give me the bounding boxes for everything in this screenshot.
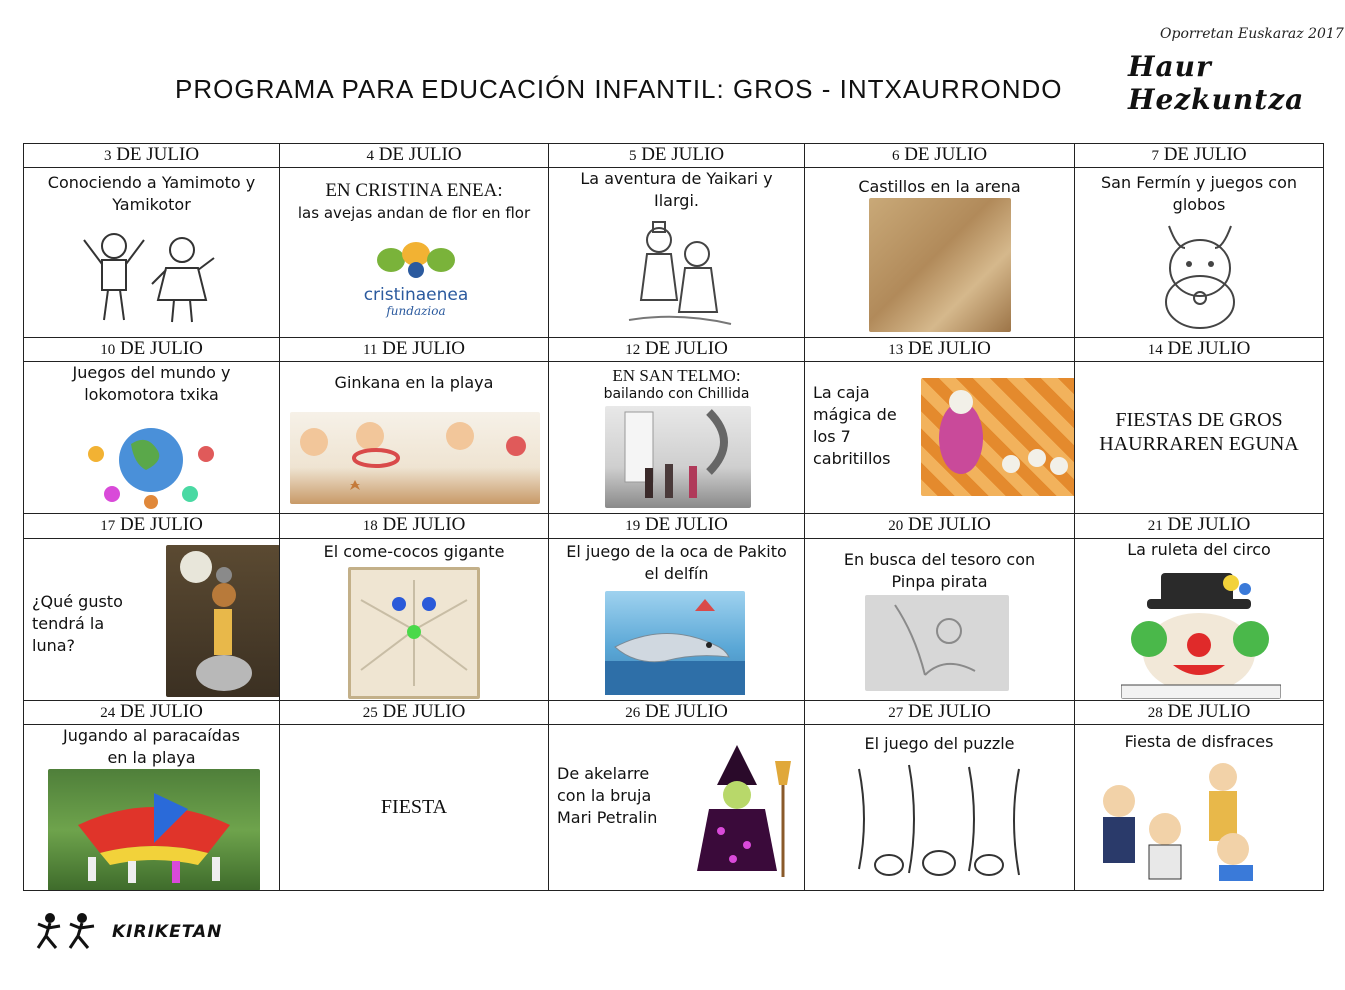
date-header: 5 DE JULIO: [549, 144, 805, 168]
sandcastle-photo: [869, 198, 1011, 332]
world-kids-illustration: [76, 414, 226, 510]
activity-title: EN SAN TELMO:: [612, 366, 741, 386]
activity-cell: [805, 168, 1075, 338]
date-header: 26 DE JULIO: [549, 700, 805, 724]
activity-cell: [805, 362, 1075, 514]
activity-title: Fiesta de disfraces: [1124, 731, 1274, 751]
sculpture-dance-photo: [605, 406, 751, 508]
cristinaenea-logo: cristinaenea fundazioa: [346, 242, 486, 318]
fortune-teller-photo: [348, 567, 480, 699]
activity-cell: [280, 168, 549, 338]
clown-illustration: [1121, 569, 1281, 699]
date-header: 3 DE JULIO: [24, 144, 280, 168]
parachute-photo: [48, 769, 260, 890]
date-header: 28 DE JULIO: [1075, 700, 1324, 724]
date-header: 17 DE JULIO: [24, 514, 280, 538]
date-header: 7 DE JULIO: [1075, 144, 1324, 168]
activity-cell: [549, 168, 805, 338]
date-header: 18 DE JULIO: [280, 514, 549, 538]
dolphin-illustration: [605, 591, 745, 695]
activity-cell: [1075, 724, 1324, 890]
witch-illustration: [687, 741, 797, 885]
activity-title: Jugando al paracaídas en la playa: [62, 725, 240, 767]
activity-cell: [280, 538, 549, 700]
activity-cell: [280, 724, 549, 890]
activity-subtitle: las avejas andan de flor en flor: [297, 204, 531, 223]
schedule-table: [23, 143, 1324, 891]
activity-title: San Fermín y juegos con globos: [1101, 173, 1297, 215]
activity-cell: [805, 724, 1075, 890]
activity-cell: [24, 168, 280, 338]
pirate-drawing-illustration: [865, 595, 1009, 691]
activity-cell: [549, 538, 805, 700]
activity-title: ¿Qué gusto tendrá la luna?: [32, 591, 123, 655]
date-header: 13 DE JULIO: [805, 338, 1075, 362]
puzzle-animals-illustration: [839, 759, 1039, 887]
activity-title: La caja mágica de los 7 cabritillos: [813, 383, 897, 469]
bull-drawing-illustration: [1155, 218, 1245, 333]
date-header: 24 DE JULIO: [24, 700, 280, 724]
date-header: 21 DE JULIO: [1075, 514, 1324, 538]
activity-title: El juego de la oca de Pakito el delfín: [566, 541, 787, 583]
date-header: 27 DE JULIO: [805, 700, 1075, 724]
activity-cell: [549, 362, 805, 514]
date-header: 12 DE JULIO: [549, 338, 805, 362]
activity-cell: [805, 538, 1075, 700]
week-4-header-row: [24, 700, 1324, 724]
activity-title: De akelarre con la bruja Mari Petralin: [557, 763, 658, 827]
activity-title: Ginkana en la playa: [334, 373, 494, 393]
activity-title: Castillos en la arena: [858, 177, 1021, 197]
activity-title: La aventura de Yaikari y Ilargi.: [580, 169, 773, 211]
week-1-header-row: [24, 144, 1324, 168]
animals-moon-illustration: [166, 545, 279, 697]
program-level-label: Haur Hezkuntza: [1128, 50, 1305, 116]
program-year-label: Oporretan Euskaraz 2017: [1160, 26, 1344, 42]
activity-cell: [1075, 168, 1324, 338]
week-3-activity-row: [24, 538, 1324, 700]
logo-wordmark: KIRIKETAN: [112, 922, 223, 942]
activity-title: Conociendo a Yamimoto y Yamikotor: [47, 173, 256, 215]
children-drawing-illustration: [619, 220, 739, 330]
week-3-header-row: [24, 514, 1324, 538]
week-1-activity-row: [24, 168, 1324, 338]
peacock-icon: [371, 242, 461, 282]
activity-cell: [1075, 362, 1324, 514]
activity-title: Juegos del mundo y lokomotora txika: [72, 363, 231, 405]
activity-subtitle: bailando con Chillida: [603, 386, 750, 403]
date-header: 10 DE JULIO: [24, 338, 280, 362]
activity-title: FIESTA: [380, 796, 448, 819]
date-header: 4 DE JULIO: [280, 144, 549, 168]
kids-drawing-illustration: [74, 228, 224, 328]
activity-cell: [24, 724, 280, 890]
date-header: 14 DE JULIO: [1075, 338, 1324, 362]
activity-title: En busca del tesoro con Pinpa pirata: [843, 549, 1036, 591]
activity-title: FIESTAS DE GROS HAURRAREN EGUNA: [1099, 408, 1299, 455]
activity-cell: [24, 538, 280, 700]
goat-illustration: [921, 378, 1074, 496]
costume-kids-illustration: [1083, 759, 1273, 883]
week-4-activity-row: [24, 724, 1324, 890]
date-header: 6 DE JULIO: [805, 144, 1075, 168]
activity-cell: [24, 362, 280, 514]
beach-kids-illustration: [290, 412, 540, 504]
page-title: PROGRAMA PARA EDUCACIÓN INFANTIL: GROS - INTXAURRONDO: [175, 74, 1063, 104]
date-header: 19 DE JULIO: [549, 514, 805, 538]
activity-title: EN CRISTINA ENEA:: [325, 180, 503, 202]
date-header: 25 DE JULIO: [280, 700, 549, 724]
running-kids-icon: [36, 912, 106, 952]
date-header: 11 DE JULIO: [280, 338, 549, 362]
activity-title: La ruleta del circo: [1127, 539, 1271, 559]
week-2-header-row: [24, 338, 1324, 362]
date-header: 20 DE JULIO: [805, 514, 1075, 538]
activity-cell: [549, 724, 805, 890]
kiriketan-logo: [36, 912, 222, 952]
activity-title: El come-cocos gigante: [323, 541, 505, 561]
week-2-activity-row: [24, 362, 1324, 514]
activity-cell: [280, 362, 549, 514]
activity-cell: [1075, 538, 1324, 700]
activity-title: El juego del puzzle: [864, 733, 1015, 753]
